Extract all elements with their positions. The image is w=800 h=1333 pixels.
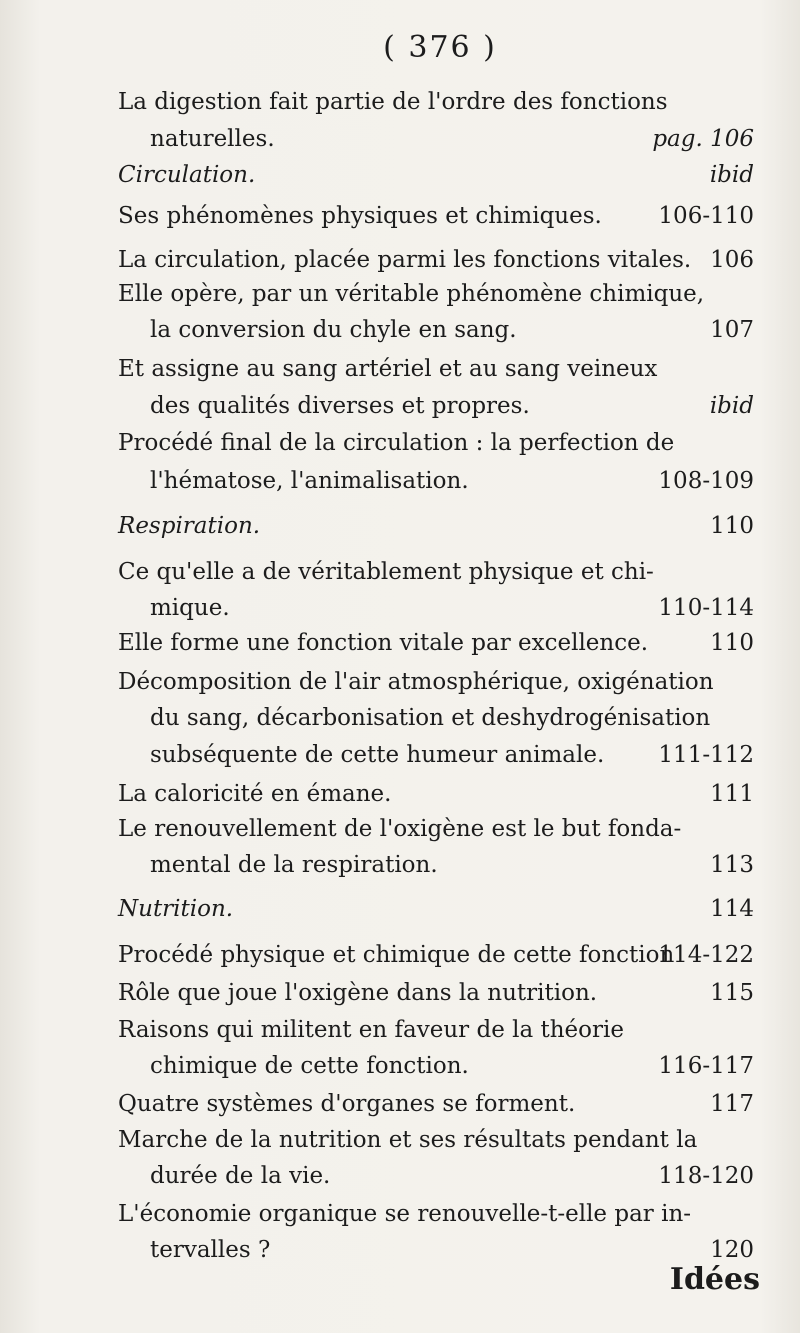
toc-page-ref: ibid — [709, 162, 754, 188]
toc-entry-text: des qualités diverses et propres. — [150, 393, 530, 419]
toc-page-ref: 106-110 — [658, 203, 754, 229]
toc-entry-text: Marche de la nutrition et ses résultats pendant la — [118, 1127, 698, 1153]
toc-entry-text: La circulation, placée parmi les fonctions vitales. — [118, 247, 692, 273]
catchword: Idées — [669, 1262, 760, 1297]
toc-entry-text: Respiration. — [118, 513, 261, 539]
toc-page-ref: 114 — [710, 896, 754, 922]
toc-entry-text: naturelles. — [150, 126, 275, 152]
toc-entry-text: tervalles ? — [150, 1237, 271, 1263]
toc-entry-text: La caloricité en émane. — [118, 781, 392, 807]
toc-entry-text: Décomposition de l'air atmosphérique, oxigénation — [118, 669, 714, 695]
toc-page-ref: 108-109 — [658, 468, 754, 494]
toc-entry-text: Raisons qui militent en faveur de la théorie — [118, 1017, 624, 1043]
page-number: ( 376 ) — [383, 30, 497, 65]
toc-page-ref: 106 — [710, 247, 754, 273]
toc-page-ref: 118-120 — [658, 1163, 754, 1189]
toc-entry-text: Circulation. — [118, 162, 256, 188]
toc-entry-text: mental de la respiration. — [150, 852, 438, 878]
toc-page-ref: 116-117 — [658, 1053, 754, 1079]
toc-page-ref: 111 — [710, 781, 754, 807]
toc-page-ref: pag. 106 — [652, 126, 754, 152]
toc-entry-text: subséquente de cette humeur animale. — [150, 742, 605, 768]
toc-page-ref: 110 — [710, 513, 754, 539]
toc-page-ref: 115 — [710, 980, 754, 1006]
toc-entry-text: Quatre systèmes d'organes se forment. — [118, 1091, 576, 1117]
toc-entry-text: Elle forme une fonction vitale par excellence. — [118, 630, 649, 656]
toc-entry-text: La digestion fait partie de l'ordre des fonctions — [118, 89, 668, 115]
toc-entry-text: Procédé final de la circulation : la perfection de — [118, 430, 675, 456]
toc-entry-text: Ses phénomènes physiques et chimiques. — [118, 203, 602, 229]
toc-entry-text: Et assigne au sang artériel et au sang veineux — [118, 356, 658, 382]
toc-entry-text: L'économie organique se renouvelle-t-elle par in- — [118, 1201, 692, 1227]
toc-page-ref: 110 — [710, 630, 754, 656]
toc-page-ref: 117 — [710, 1091, 754, 1117]
toc-page-ref: 120 — [710, 1237, 754, 1263]
toc-entry-text: Ce qu'elle a de véritablement physique et chi- — [118, 559, 654, 585]
toc-entry-text: du sang, décarbonisation et deshydrogénisation — [150, 705, 711, 731]
toc-page-ref: 113 — [710, 852, 754, 878]
toc-entry-text: Procédé physique et chimique de cette fonction — [118, 942, 675, 968]
toc-entry-text: Le renouvellement de l'oxigène est le but fonda- — [118, 816, 682, 842]
toc-entry-text: l'hématose, l'animalisation. — [150, 468, 469, 494]
toc-page-ref: ibid — [709, 393, 754, 419]
toc-entry-text: Elle opère, par un véritable phénomène chimique, — [118, 281, 705, 307]
toc-entry-text: durée de la vie. — [150, 1163, 331, 1189]
toc-entry-text: mique. — [150, 595, 230, 621]
toc-page-ref: 114-122 — [658, 942, 754, 968]
toc-entry-text: Nutrition. — [118, 896, 234, 922]
toc-page-ref: 107 — [710, 317, 754, 343]
toc-page-ref: 111-112 — [658, 742, 754, 768]
toc-entry-text: chimique de cette fonction. — [150, 1053, 469, 1079]
toc-entry-text: Rôle que joue l'oxigène dans la nutrition. — [118, 980, 598, 1006]
toc-entry-text: la conversion du chyle en sang. — [150, 317, 517, 343]
toc-page-ref: 110-114 — [658, 595, 754, 621]
